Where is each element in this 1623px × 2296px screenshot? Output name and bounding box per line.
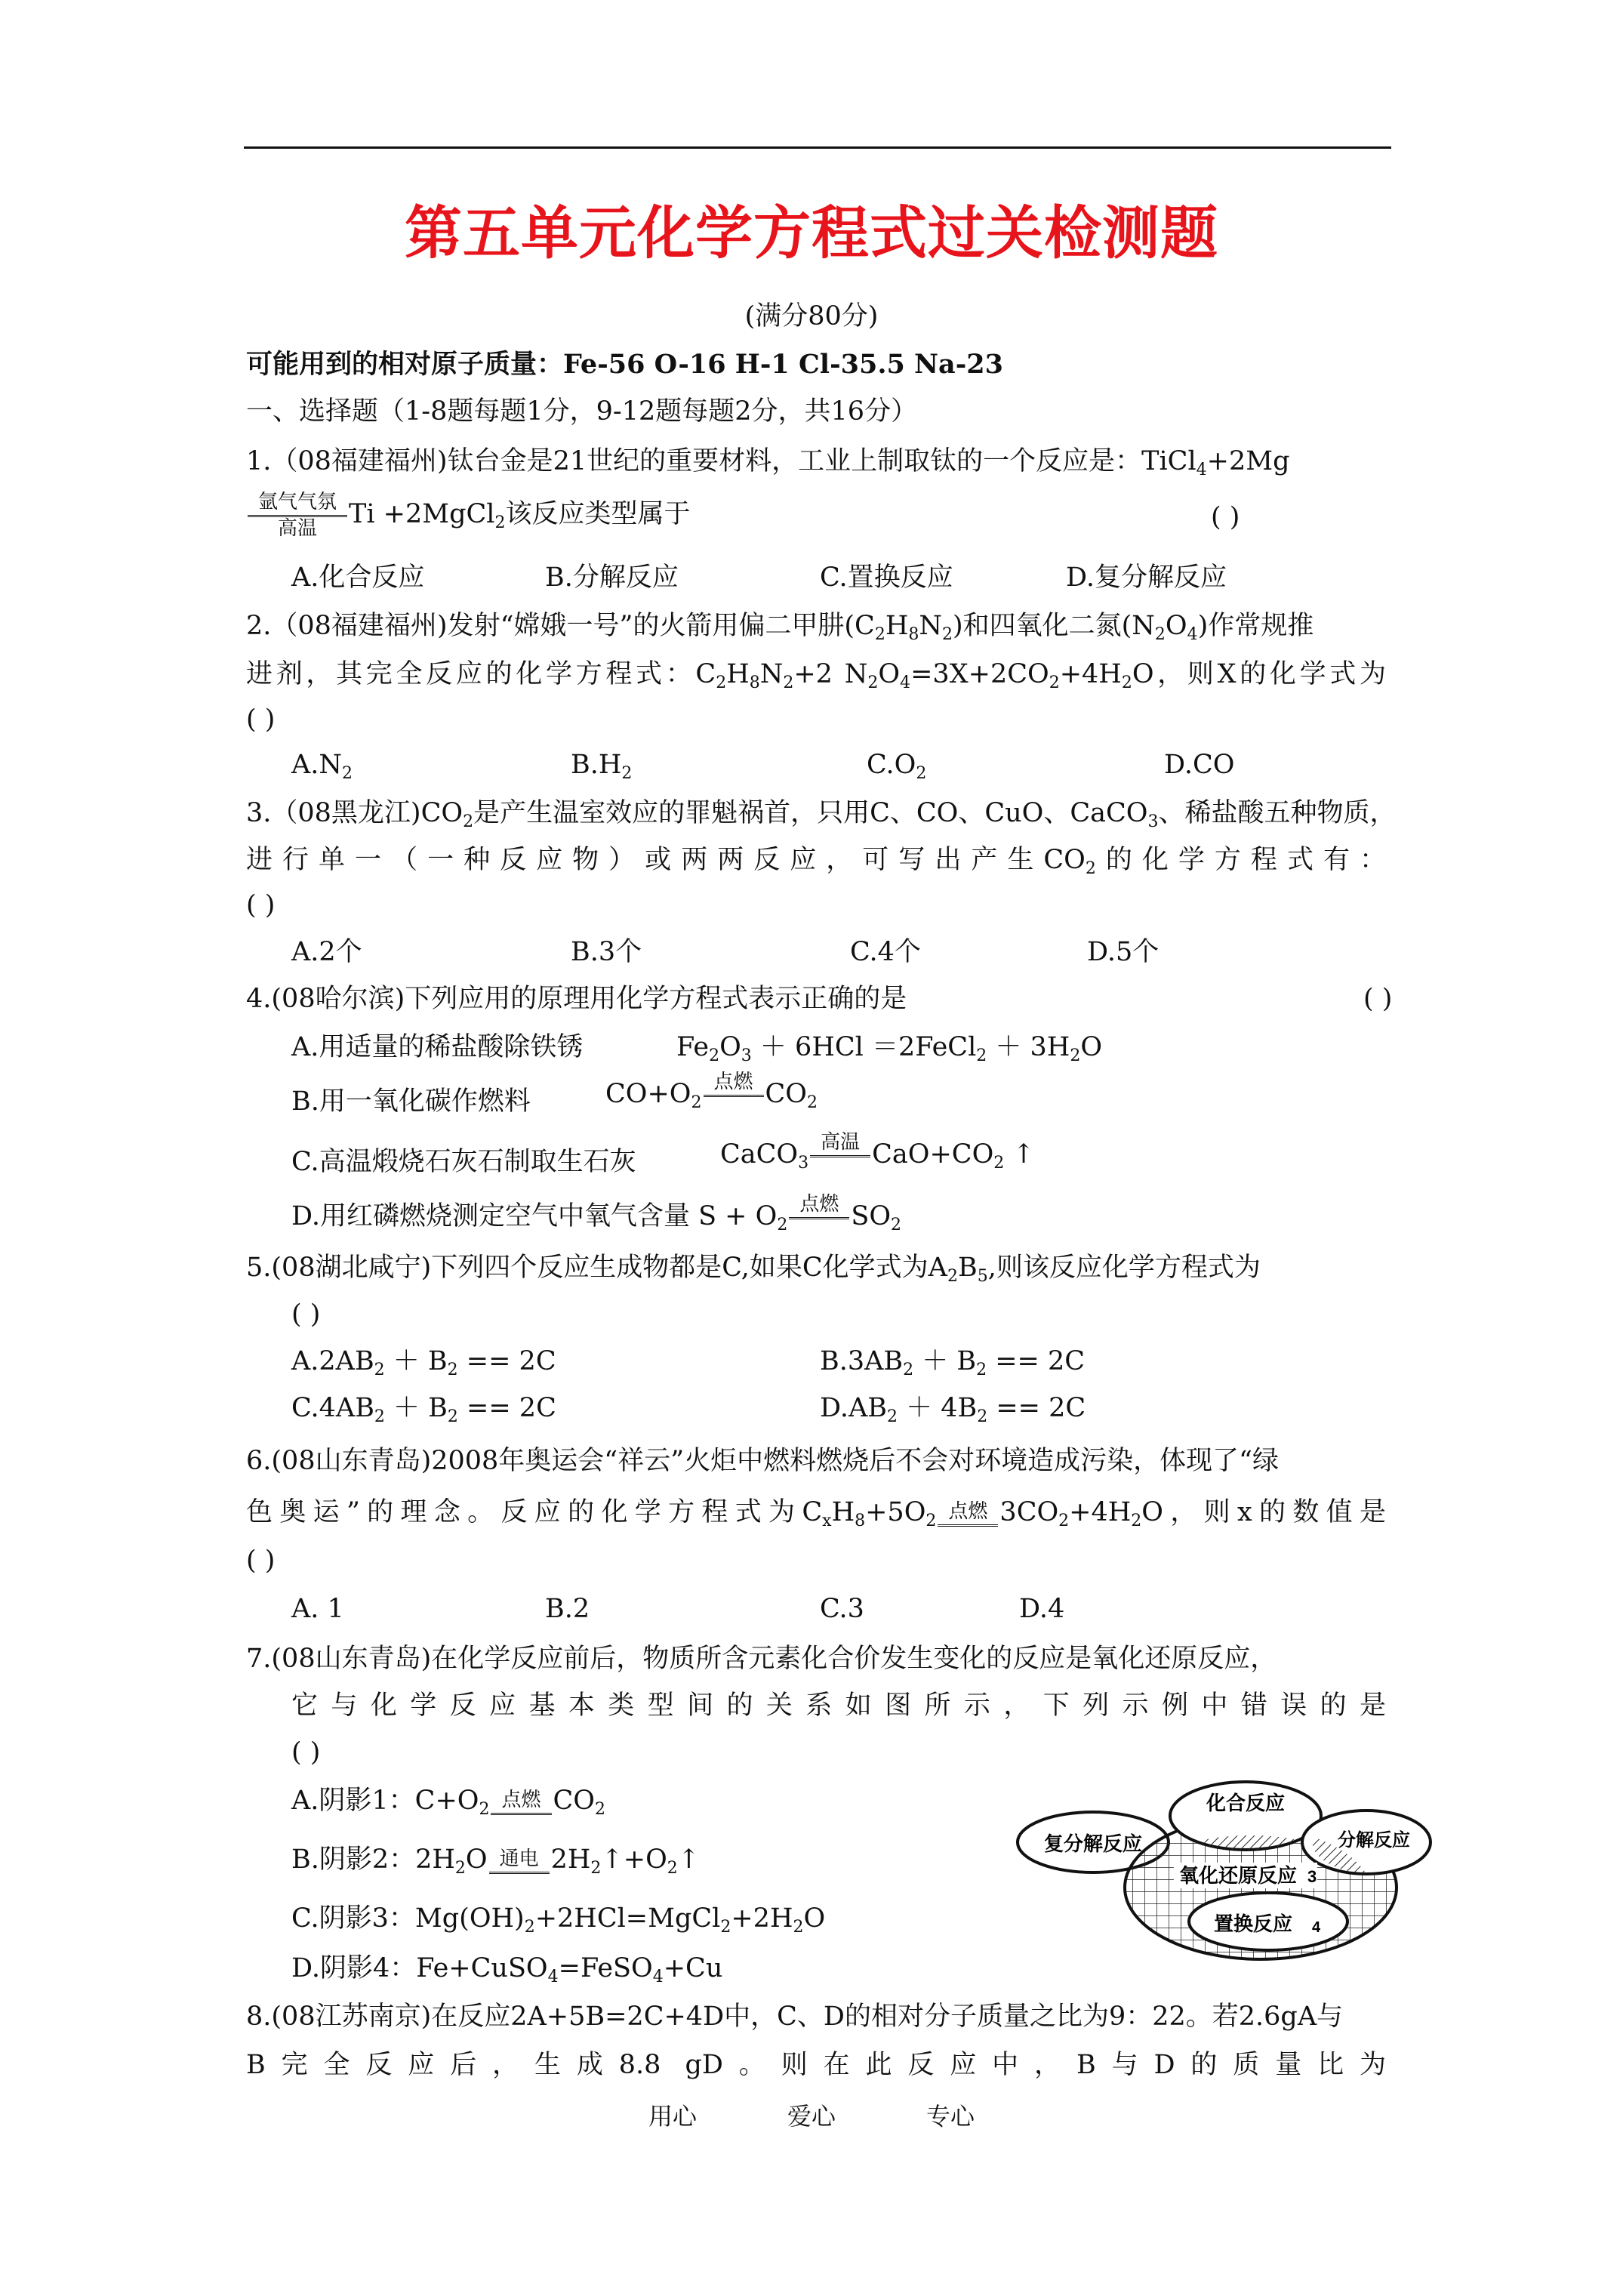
reaction-types-diagram bbox=[1012, 1771, 1434, 1967]
q4-answer-paren: ( ) bbox=[1363, 984, 1393, 1014]
q2-option-b: $B.H_2$ bbox=[571, 750, 633, 783]
q4-option-a: A.用适量的稀盐酸除铁锈 bbox=[291, 1032, 584, 1062]
q2-answer-paren: ( ) bbox=[246, 704, 276, 735]
reaction-condition: 通电 bbox=[489, 1848, 550, 1874]
q4-option-c: C.高温煅烧石灰石制取生石灰 bbox=[291, 1147, 636, 1177]
q5-option-d: $D.AB_2 + 4B_2 == 2C$ bbox=[820, 1393, 1086, 1426]
q6-option-c: C.3 bbox=[820, 1594, 864, 1624]
label-decomposition: 分解反应 bbox=[1338, 1830, 1410, 1851]
section-heading: 一、选择题（1-8题每题1分，9-12题每题2分，共16分） bbox=[246, 396, 918, 427]
q6-option-d: D.4 bbox=[1019, 1594, 1065, 1624]
q3-option-c: C.4个 bbox=[850, 937, 921, 967]
reaction-condition: 点燃 bbox=[789, 1193, 849, 1242]
q1-line1: 1.（08福建福州)钛台金是21世纪的重要材料，工业上制取钛的一个反应是：TiCl$_4$+2Mg bbox=[246, 446, 1290, 479]
reaction-condition: 点燃 bbox=[491, 1789, 551, 1815]
q1-answer-paren: ( ) bbox=[1211, 502, 1240, 532]
label-redox: 氧化还原反应 bbox=[1178, 1864, 1298, 1887]
q2-option-d: D.CO bbox=[1164, 750, 1235, 780]
label-double-decomposition: 复分解反应 bbox=[1043, 1832, 1143, 1855]
page-title: 第五单元化学方程式过关检测题 bbox=[405, 199, 1218, 267]
footer-item: 专心 bbox=[926, 2102, 975, 2131]
reaction-condition: 氩气气氛 高温 bbox=[248, 491, 347, 540]
q7-answer-paren: ( ) bbox=[291, 1737, 321, 1767]
q1-option-d: D.复分解反应 bbox=[1066, 562, 1227, 593]
q3-option-b: B.3个 bbox=[571, 937, 642, 967]
q5-option-c: $C.4AB_2 + B_2 == 2C$ bbox=[291, 1393, 556, 1426]
q4-option-b: B.用一氧化碳作燃料 bbox=[291, 1086, 531, 1117]
q3-answer-paren: ( ) bbox=[246, 890, 276, 920]
q4-option-a-equation: $Fe_2O_3 + 6HCl$ ＝2FeCl$_2$ ＋ $3H_2O$ bbox=[676, 1032, 1103, 1065]
q2-line2: 进剂，其完全反应的化学方程式：$C_2H_8N_2+2$ $N_2O_4=3X+2CO_2+4H_2O$，则X的化学式为 bbox=[246, 659, 1386, 692]
q1-option-a: A.化合反应 bbox=[291, 562, 425, 593]
q8-line1: 8.(08江苏南京)在反应2A+5B=2C+4D中，C、D的相对分子质量之比为9：22。若2.6gA与 bbox=[246, 2002, 1344, 2032]
label-displacement: 置换反应 bbox=[1213, 1912, 1293, 1935]
page-footer bbox=[0, 2097, 1623, 2132]
q2-line1: 2.（08福建福州)发射“嫦娥一号”的火箭用偏二甲肼$(C_2H_8N_2)$和四氧化二氮$(N_2O_4)$作常规推 bbox=[246, 611, 1314, 644]
q6-option-b: B.2 bbox=[545, 1594, 590, 1624]
q1-option-b: B.分解反应 bbox=[545, 562, 679, 593]
q6-answer-paren: ( ) bbox=[246, 1546, 276, 1576]
q7-option-a: A.阴影1：$C+O_2$ 点燃 $CO_2$ bbox=[291, 1786, 605, 1819]
label-shade-4: 4 bbox=[1312, 1919, 1321, 1936]
q3-option-a: A.2个 bbox=[291, 937, 362, 967]
q4-option-d: D.用红磷燃烧测定空气中氧气含量 $S + O_2$ 点燃 $SO_2$ bbox=[291, 1193, 901, 1242]
q3-line1: 3.（08黑龙江)$CO_2$是产生温室效应的罪魁祸首，只用C、CO、CuO、CaCO$_3$、稀盐酸五种物质， bbox=[246, 798, 1397, 831]
footer-item: 用心 bbox=[648, 2102, 697, 2131]
atomic-masses: 可能用到的相对原子质量：Fe-56 O-16 H-1 Cl-35.5 Na-23 bbox=[246, 349, 1003, 380]
reaction-condition: 点燃 bbox=[704, 1071, 764, 1120]
q1-line2: 氩气气氛 高温 Ti +2MgCl$_2$该反应类型属于 bbox=[246, 491, 691, 540]
q2-option-a: $A.N_2$ bbox=[291, 750, 353, 783]
q7-option-b: B.阴影2：$2H_2O$ 通电 $2H_2↑+O_2↑$ bbox=[291, 1845, 701, 1878]
q3-line2: 进行单一（一种反应物）或两两反应，可写出产生$CO_2$的化学方程式有： bbox=[246, 845, 1386, 878]
header-rule bbox=[244, 146, 1391, 149]
q7-line1: 7.(08山东青岛)在化学反应前后，物质所含元素化合价发生变化的反应是氧化还原反应， bbox=[246, 1644, 1277, 1674]
q6-line2: 色奥运”的理念。反应的化学方程式为$C_xH_8+5O_2$ 点燃 $3CO_2+4H_2O$，则x的数值是 bbox=[246, 1497, 1386, 1530]
q5-option-a: $A.2AB_2 + B_2 == 2C$ bbox=[291, 1346, 556, 1379]
q2-option-c: $C.O_2$ bbox=[867, 750, 927, 783]
reaction-condition: 点燃 bbox=[938, 1500, 998, 1527]
q7-option-c: C.阴影3：$Mg(OH)_2+2HCl=MgCl_2+2H_2O$ bbox=[291, 1903, 826, 1937]
q4-option-c-equation: CaCO$_3$ 高温 $CaO+CO_2$ ↑ bbox=[720, 1131, 1035, 1180]
footer-item: 爱心 bbox=[787, 2102, 836, 2131]
q7-line2: 它与化学反应基本类型间的关系如图所示，下列示例中错误的是 bbox=[291, 1690, 1386, 1721]
q5-answer-paren: ( ) bbox=[291, 1299, 321, 1330]
full-score: (满分80分) bbox=[744, 301, 879, 331]
q6-option-a: A. 1 bbox=[291, 1594, 344, 1624]
q7-option-d: D.阴影4：Fe+CuSO$_4$=FeSO$_4$+Cu bbox=[291, 1953, 723, 1986]
q8-line2: B完全反应后，生成8.8 gD。则在此反应中，B与D的质量比为 bbox=[246, 2050, 1386, 2080]
q6-line1: 6.(08山东青岛)2008年奥运会“祥云”火炬中燃料燃烧后不会对环境造成污染，体现了“绿 bbox=[246, 1446, 1279, 1476]
reaction-condition: 高温 bbox=[810, 1131, 870, 1180]
q4-line1: 4.(08哈尔滨)下列应用的原理用化学方程式表示正确的是 bbox=[246, 984, 907, 1014]
label-combination: 化合反应 bbox=[1206, 1792, 1286, 1814]
q4-option-b-equation: $CO+O_2$ 点燃 $CO_2$ bbox=[605, 1071, 818, 1120]
q5-option-b: $B.3AB_2 + B_2 == 2C$ bbox=[820, 1346, 1086, 1379]
q3-option-d: D.5个 bbox=[1087, 937, 1160, 967]
q1-option-c: C.置换反应 bbox=[820, 562, 953, 593]
label-shade-3: 3 bbox=[1307, 1867, 1317, 1886]
q5-line1: 5.(08湖北咸宁)下列四个反应生成物都是C,如果C化学式为$A_2B_5$,则该反应化学方程式为 bbox=[246, 1253, 1261, 1286]
